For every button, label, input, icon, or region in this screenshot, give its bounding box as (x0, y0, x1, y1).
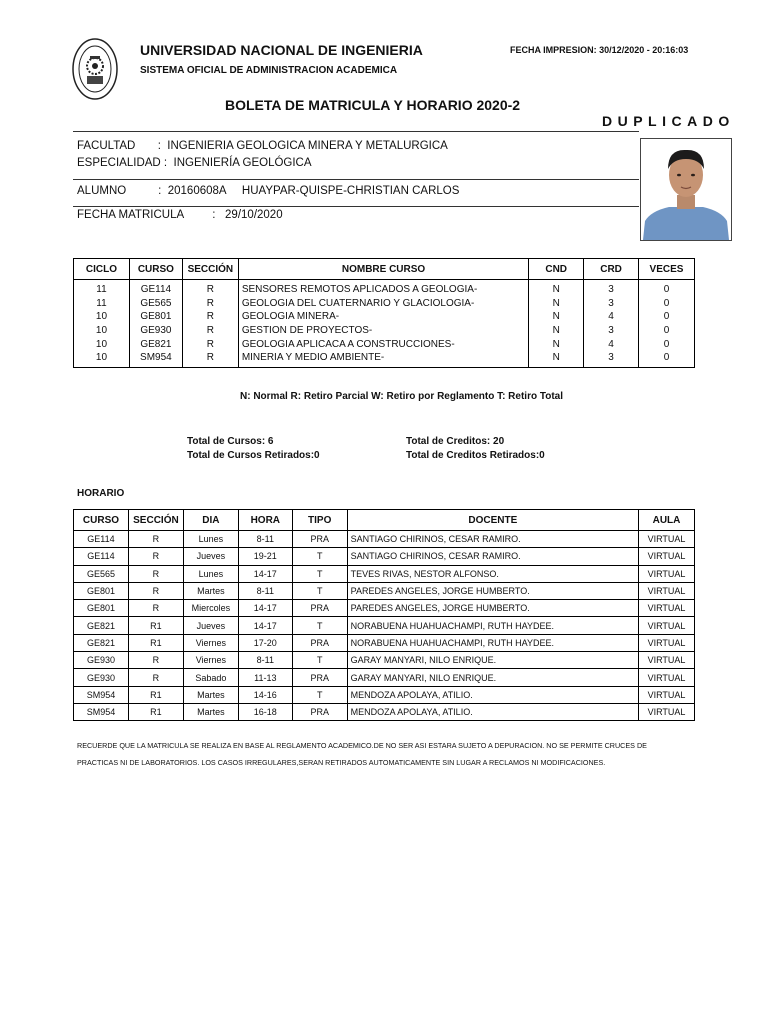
col-header: CRD (584, 259, 639, 280)
cell-crd: 3 (584, 280, 639, 297)
cell-crd: 3 (584, 351, 639, 367)
table-row (74, 565, 695, 582)
col-header: TIPO (292, 510, 347, 531)
cell-veces: 0 (639, 324, 695, 338)
cell-nombre: GEOLOGIA MINERA- (238, 310, 528, 324)
cell-dia: Viernes (183, 634, 238, 651)
cell-veces: 0 (639, 280, 695, 297)
cell-docente: NORABUENA HUAHUACHAMPI, RUTH HAYDEE. (347, 617, 638, 634)
table-row (74, 280, 695, 297)
cell-cnd: N (529, 297, 584, 311)
cell-tipo: PRA (292, 634, 347, 651)
cell-nombre: GEOLOGIA APLICACA A CONSTRUCCIONES- (238, 337, 528, 351)
table-row (74, 652, 695, 669)
cell-hora: 19-21 (238, 548, 292, 565)
disclaimer-line-1: RECUERDE QUE LA MATRICULA SE REALIZA EN BASE AL REGLAMENTO ACADEMICO.DE NO SER ASI ESTARA SUJETO A DEPURACION. NO SE PERMITE CRUCES DE (77, 741, 647, 750)
cell-cnd: N (529, 351, 584, 367)
cell-dia: Martes (183, 582, 238, 599)
table-row (74, 297, 695, 311)
cell-seccion: R (182, 310, 238, 324)
cell-seccion: R1 (128, 634, 183, 651)
cell-seccion: R1 (128, 703, 183, 720)
col-header: CICLO (74, 259, 130, 280)
table-row (74, 703, 695, 720)
cell-seccion: R (128, 652, 183, 669)
cell-aula: VIRTUAL (639, 652, 695, 669)
cell-aula: VIRTUAL (639, 617, 695, 634)
duplicate-stamp: DUPLICADO (602, 113, 735, 129)
cell-seccion: R (182, 337, 238, 351)
table-row (74, 337, 695, 351)
table-header-row (74, 259, 695, 280)
cell-seccion: R (182, 280, 238, 297)
print-date: FECHA IMPRESION: 30/12/2020 - 20:16:03 (510, 45, 689, 55)
cell-dia: Lunes (183, 565, 238, 582)
cell-hora: 16-18 (238, 703, 292, 720)
cell-curso: GE114 (74, 531, 129, 548)
cell-hora: 17-20 (238, 634, 292, 651)
cell-curso: GE801 (74, 600, 129, 617)
col-header: CND (529, 259, 584, 280)
cell-docente: TEVES RIVAS, NESTOR ALFONSO. (347, 565, 638, 582)
cell-hora: 8-11 (238, 652, 292, 669)
table-row (74, 686, 695, 703)
cell-docente: SANTIAGO CHIRINOS, CESAR RAMIRO. (347, 548, 638, 565)
total-courses: Total de Cursos: 6 (187, 436, 274, 447)
cell-hora: 14-16 (238, 686, 292, 703)
table-row (74, 582, 695, 599)
cell-tipo: T (292, 652, 347, 669)
cell-cnd: N (529, 324, 584, 338)
cell-hora: 14-17 (238, 565, 292, 582)
table-row (74, 548, 695, 565)
cell-dia: Lunes (183, 531, 238, 548)
cell-nombre: GESTION DE PROYECTOS- (238, 324, 528, 338)
cell-docente: PAREDES ANGELES, JORGE HUMBERTO. (347, 600, 638, 617)
cell-dia: Miercoles (183, 600, 238, 617)
cell-veces: 0 (639, 337, 695, 351)
table-header-row (74, 510, 695, 531)
cell-hora: 8-11 (238, 531, 292, 548)
cell-curso: SM954 (129, 351, 182, 367)
faculty-line: FACULTAD : INGENIERIA GEOLOGICA MINERA Y METALURGICA (77, 140, 448, 152)
cell-tipo: PRA (292, 600, 347, 617)
cell-curso: GE114 (74, 548, 129, 565)
enrollment-date-line: FECHA MATRICULA : 29/10/2020 (77, 209, 283, 221)
cell-ciclo: 10 (74, 310, 130, 324)
cell-dia: Jueves (183, 548, 238, 565)
cell-tipo: T (292, 548, 347, 565)
cell-docente: MENDOZA APOLAYA, ATILIO. (347, 703, 638, 720)
table-row (74, 669, 695, 686)
cell-veces: 0 (639, 310, 695, 324)
cell-ciclo: 11 (74, 297, 130, 311)
cell-curso: GE821 (129, 337, 182, 351)
cell-seccion: R (182, 324, 238, 338)
total-credits: Total de Creditos: 20 (406, 436, 505, 447)
cell-seccion: R (128, 582, 183, 599)
cell-seccion: R1 (128, 617, 183, 634)
cell-dia: Martes (183, 686, 238, 703)
cell-aula: VIRTUAL (639, 669, 695, 686)
cell-ciclo: 11 (74, 280, 130, 297)
cell-cnd: N (529, 337, 584, 351)
status-legend: N: Normal R: Retiro Parcial W: Retiro por Reglamento T: Retiro Total (240, 391, 563, 402)
table-row (74, 351, 695, 367)
cell-seccion: R (128, 669, 183, 686)
cell-aula: VIRTUAL (639, 582, 695, 599)
specialty-line: ESPECIALIDAD : INGENIERÍA GEOLÓGICA (77, 157, 312, 169)
col-header: CURSO (129, 259, 182, 280)
col-header: CURSO (74, 510, 129, 531)
courses-table (73, 258, 695, 368)
cell-tipo: T (292, 617, 347, 634)
table-row (74, 617, 695, 634)
disclaimer-line-2: PRACTICAS NI DE LABORATORIOS. LOS CASOS IRREGULARES,SERAN RETIRADOS AUTOMATICAMENTE SIN LUGAR A RECLAMOS NI MODIFICACIONES. (77, 758, 606, 767)
cell-aula: VIRTUAL (639, 531, 695, 548)
university-name: UNIVERSIDAD NACIONAL DE INGENIERIA (140, 42, 423, 58)
cell-crd: 4 (584, 337, 639, 351)
cell-seccion: R (128, 531, 183, 548)
cell-curso: GE821 (74, 617, 129, 634)
cell-aula: VIRTUAL (639, 686, 695, 703)
cell-docente: GARAY MANYARI, NILO ENRIQUE. (347, 652, 638, 669)
cell-curso: GE930 (74, 652, 129, 669)
cell-crd: 4 (584, 310, 639, 324)
cell-tipo: T (292, 686, 347, 703)
cell-dia: Sabado (183, 669, 238, 686)
cell-docente: MENDOZA APOLAYA, ATILIO. (347, 686, 638, 703)
cell-docente: SANTIAGO CHIRINOS, CESAR RAMIRO. (347, 531, 638, 548)
cell-ciclo: 10 (74, 337, 130, 351)
cell-docente: PAREDES ANGELES, JORGE HUMBERTO. (347, 582, 638, 599)
table-row (74, 531, 695, 548)
divider (73, 206, 639, 207)
col-header: DIA (183, 510, 238, 531)
cell-seccion: R (128, 600, 183, 617)
cell-tipo: PRA (292, 531, 347, 548)
university-seal-logo (72, 38, 118, 100)
cell-cnd: N (529, 310, 584, 324)
cell-dia: Jueves (183, 617, 238, 634)
cell-crd: 3 (584, 324, 639, 338)
cell-curso: GE114 (129, 280, 182, 297)
cell-tipo: T (292, 582, 347, 599)
col-header: HORA (238, 510, 292, 531)
cell-tipo: PRA (292, 669, 347, 686)
cell-nombre: MINERIA Y MEDIO AMBIENTE- (238, 351, 528, 367)
table-row (74, 600, 695, 617)
cell-hora: 14-17 (238, 617, 292, 634)
divider (73, 179, 639, 180)
col-header: DOCENTE (347, 510, 638, 531)
cell-seccion: R (182, 351, 238, 367)
cell-curso: GE821 (74, 634, 129, 651)
table-row (74, 310, 695, 324)
total-credits-withdrawn: Total de Creditos Retirados:0 (406, 450, 545, 461)
student-photo (640, 138, 732, 241)
cell-hora: 14-17 (238, 600, 292, 617)
schedule-table (73, 509, 695, 721)
table-row (74, 634, 695, 651)
col-header: VECES (639, 259, 695, 280)
cell-dia: Viernes (183, 652, 238, 669)
col-header: SECCIÓN (182, 259, 238, 280)
cell-cnd: N (529, 280, 584, 297)
cell-tipo: PRA (292, 703, 347, 720)
cell-curso: GE565 (129, 297, 182, 311)
cell-aula: VIRTUAL (639, 634, 695, 651)
cell-dia: Martes (183, 703, 238, 720)
cell-veces: 0 (639, 297, 695, 311)
cell-ciclo: 10 (74, 324, 130, 338)
cell-aula: VIRTUAL (639, 565, 695, 582)
col-header: NOMBRE CURSO (238, 259, 528, 280)
cell-seccion: R (128, 565, 183, 582)
cell-veces: 0 (639, 351, 695, 367)
cell-seccion: R (128, 548, 183, 565)
divider (73, 131, 639, 132)
cell-crd: 3 (584, 297, 639, 311)
cell-curso: GE930 (74, 669, 129, 686)
document-title: BOLETA DE MATRICULA Y HORARIO 2020-2 (225, 97, 521, 113)
cell-curso: GE565 (74, 565, 129, 582)
cell-curso: SM954 (74, 686, 129, 703)
cell-hora: 11-13 (238, 669, 292, 686)
col-header: AULA (639, 510, 695, 531)
cell-tipo: T (292, 565, 347, 582)
cell-docente: NORABUENA HUAHUACHAMPI, RUTH HAYDEE. (347, 634, 638, 651)
system-name: SISTEMA OFICIAL DE ADMINISTRACION ACADEMICA (140, 65, 398, 76)
cell-hora: 8-11 (238, 582, 292, 599)
cell-aula: VIRTUAL (639, 703, 695, 720)
cell-aula: VIRTUAL (639, 548, 695, 565)
cell-nombre: SENSORES REMOTOS APLICADOS A GEOLOGIA- (238, 280, 528, 297)
cell-ciclo: 10 (74, 351, 130, 367)
cell-curso: GE801 (74, 582, 129, 599)
cell-seccion: R (182, 297, 238, 311)
cell-docente: GARAY MANYARI, NILO ENRIQUE. (347, 669, 638, 686)
table-row (74, 324, 695, 338)
schedule-heading: HORARIO (77, 488, 125, 499)
cell-curso: GE930 (129, 324, 182, 338)
cell-seccion: R1 (128, 686, 183, 703)
cell-curso: GE801 (129, 310, 182, 324)
total-courses-withdrawn: Total de Cursos Retirados:0 (187, 450, 320, 461)
col-header: SECCIÓN (128, 510, 183, 531)
cell-curso: SM954 (74, 703, 129, 720)
cell-nombre: GEOLOGIA DEL CUATERNARIO Y GLACIOLOGIA- (238, 297, 528, 311)
cell-aula: VIRTUAL (639, 600, 695, 617)
student-line: ALUMNO : 20160608A HUAYPAR-QUISPE-CHRISTIAN CARLOS (77, 185, 460, 197)
